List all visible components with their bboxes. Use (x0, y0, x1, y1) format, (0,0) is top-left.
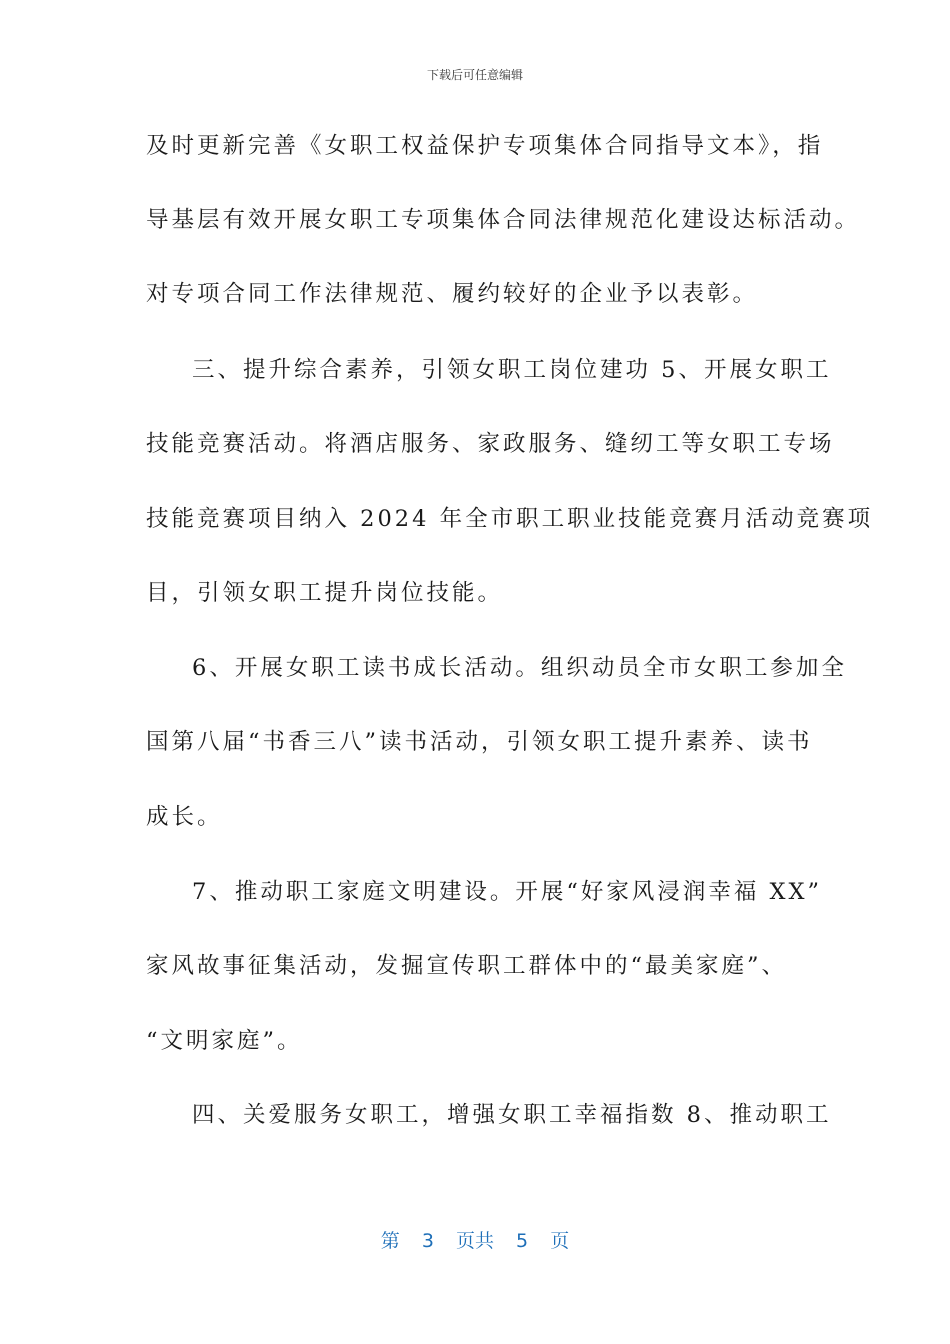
body-line: “文明家庭”。 (146, 1028, 303, 1054)
body-line: 7、推动职工家庭文明建设。开展“好家风浸润幸福 XX” (192, 879, 823, 905)
body-line: 成长。 (146, 804, 223, 830)
body-line: 四、关爱服务女职工，增强女职工幸福指数 8、推动职工 (192, 1102, 832, 1128)
body-line: 三、提升综合素养，引领女职工岗位建功 5、开展女职工 (192, 357, 832, 383)
page-header-note: 下载后可任意编辑 (426, 68, 523, 82)
body-line: 导基层有效开展女职工专项集体合同法律规范化建设达标活动。 (146, 207, 861, 233)
page-footer (0, 1226, 950, 1253)
page-prefix: 第 (380, 1230, 400, 1252)
page-middle: 页共 (455, 1230, 494, 1252)
page-current-number: 3 (421, 1230, 434, 1252)
body-line: 对专项合同工作法律规范、履约较好的企业予以表彰。 (146, 281, 759, 307)
body-line: 目，引领女职工提升岗位技能。 (146, 580, 504, 606)
page-suffix: 页 (550, 1230, 570, 1252)
body-line: 及时更新完善《女职工权益保护专项集体合同指导文本》，指 (146, 133, 824, 159)
page-total-number: 5 (516, 1230, 529, 1252)
body-line: 6、开展女职工读书成长活动。组织动员全市女职工参加全 (192, 655, 847, 681)
body-line: 家风故事征集活动，发掘宣传职工群体中的“最美家庭”、 (146, 953, 788, 979)
body-line: 技能竞赛活动。将酒店服务、家政服务、缝纫工等女职工专场 (146, 431, 835, 457)
body-line: 国第八届“书香三八”读书活动，引领女职工提升素养、读书 (146, 729, 813, 755)
body-line: 技能竞赛项目纳入 2024 年全市职工职业技能竞赛月活动竞赛项 (146, 506, 874, 532)
